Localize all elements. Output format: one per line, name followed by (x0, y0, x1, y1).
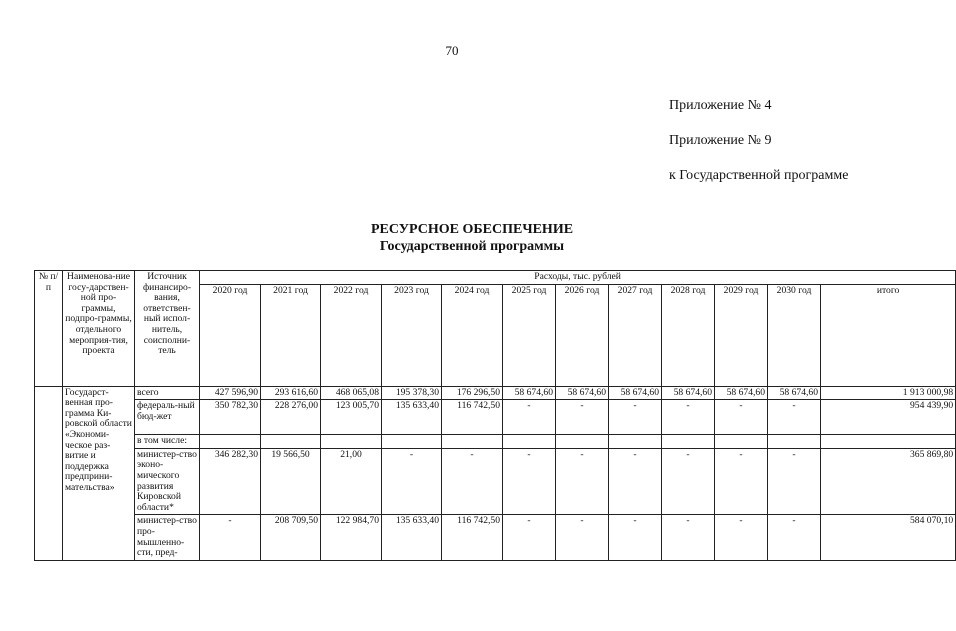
empty-cell (321, 435, 382, 449)
value-cell: - (662, 448, 715, 515)
header-year: 2021 год (261, 284, 321, 386)
value-cell: - (503, 448, 556, 515)
total-cell: 365 869,80 (821, 448, 956, 515)
value-cell: 176 296,50 (442, 386, 503, 400)
source-cell: министер-ство про-мышленно-сти, пред- (135, 515, 200, 561)
empty-cell (821, 435, 956, 449)
header-total: итого (821, 284, 956, 386)
value-cell: - (715, 448, 768, 515)
value-cell: 228 276,00 (261, 400, 321, 435)
value-cell: 135 633,40 (382, 515, 442, 561)
total-cell: 954 439,90 (821, 400, 956, 435)
row-number-cell (35, 386, 63, 561)
value-cell: - (662, 400, 715, 435)
header-year: 2025 год (503, 284, 556, 386)
header-year: 2028 год (662, 284, 715, 386)
table-row (35, 515, 956, 561)
empty-cell (503, 435, 556, 449)
empty-cell (768, 435, 821, 449)
empty-cell (200, 435, 261, 449)
source-cell: всего (135, 386, 200, 400)
header-year: 2024 год (442, 284, 503, 386)
value-cell: - (609, 448, 662, 515)
header-year: 2023 год (382, 284, 442, 386)
value-cell: 19 566,50 (261, 448, 321, 515)
source-cell: федераль-ный бюд-жет (135, 400, 200, 435)
value-cell: 468 065,08 (321, 386, 382, 400)
total-cell: 584 070,10 (821, 515, 956, 561)
value-cell: 58 674,60 (556, 386, 609, 400)
value-cell: - (609, 400, 662, 435)
empty-cell (261, 435, 321, 449)
value-cell: - (715, 400, 768, 435)
empty-cell (715, 435, 768, 449)
value-cell: - (556, 400, 609, 435)
appendix-line-3: к Государственной программе (669, 168, 849, 183)
table-row (35, 435, 956, 449)
table-row (35, 448, 956, 515)
resource-table (34, 270, 956, 561)
table-row (35, 400, 956, 435)
appendix-line-1: Приложение № 4 (669, 98, 772, 113)
value-cell: 58 674,60 (715, 386, 768, 400)
empty-cell (382, 435, 442, 449)
value-cell: - (503, 400, 556, 435)
value-cell: - (768, 448, 821, 515)
header-source: Источник финансиро-вания, ответствен-ный испол-нитель, соисполни-тель (135, 271, 200, 387)
title-line-1: РЕСУРСНОЕ ОБЕСПЕЧЕНИЕ (370, 222, 574, 237)
page-number: 70 (445, 43, 459, 58)
empty-cell (556, 435, 609, 449)
value-cell: 350 782,30 (200, 400, 261, 435)
value-cell: 135 633,40 (382, 400, 442, 435)
value-cell: 58 674,60 (503, 386, 556, 400)
header-year: 2030 год (768, 284, 821, 386)
value-cell: - (200, 515, 261, 561)
header-name: Наименова-ние госу-дарствен-ной про-граммы, подпро-граммы, отдельного мероприя-тия, проекта (63, 271, 135, 387)
value-cell: - (556, 515, 609, 561)
value-cell: 427 596,90 (200, 386, 261, 400)
value-cell: - (556, 448, 609, 515)
value-cell: 293 616,60 (261, 386, 321, 400)
source-cell: в том числе: (135, 435, 200, 449)
source-cell: министер-ство эконо-мического развития Кировской области* (135, 448, 200, 515)
value-cell: - (768, 400, 821, 435)
value-cell: 122 984,70 (321, 515, 382, 561)
value-cell: 195 378,30 (382, 386, 442, 400)
value-cell: - (768, 515, 821, 561)
empty-cell (442, 435, 503, 449)
value-cell: 58 674,60 (662, 386, 715, 400)
title-line-2: Государственной программы (379, 239, 565, 254)
header-year: 2022 год (321, 284, 382, 386)
value-cell: 58 674,60 (609, 386, 662, 400)
value-cell: 116 742,50 (442, 515, 503, 561)
value-cell: - (442, 448, 503, 515)
document-title (0, 221, 944, 255)
value-cell: 346 282,30 (200, 448, 261, 515)
value-cell: - (503, 515, 556, 561)
header-num: № п/п (35, 271, 63, 387)
header-year: 2026 год (556, 284, 609, 386)
value-cell: - (715, 515, 768, 561)
header-year: 2020 год (200, 284, 261, 386)
value-cell: - (609, 515, 662, 561)
empty-cell (662, 435, 715, 449)
program-name: Государст-венная про-грамма Ки-ровской области «Экономи-ческое раз-витие и поддержка предприни-мательства» (63, 386, 135, 561)
value-cell: 58 674,60 (768, 386, 821, 400)
table-row (35, 386, 956, 400)
total-cell: 1 913 000,98 (821, 386, 956, 400)
value-cell: 208 709,50 (261, 515, 321, 561)
appendix-line-2: Приложение № 9 (669, 133, 772, 148)
empty-cell (609, 435, 662, 449)
value-cell: - (382, 448, 442, 515)
value-cell: 123 005,70 (321, 400, 382, 435)
header-year: 2029 год (715, 284, 768, 386)
value-cell: 116 742,50 (442, 400, 503, 435)
value-cell: 21,00 (321, 448, 382, 515)
header-expenses: Расходы, тыс. рублей (200, 271, 956, 285)
header-year: 2027 год (609, 284, 662, 386)
value-cell: - (662, 515, 715, 561)
